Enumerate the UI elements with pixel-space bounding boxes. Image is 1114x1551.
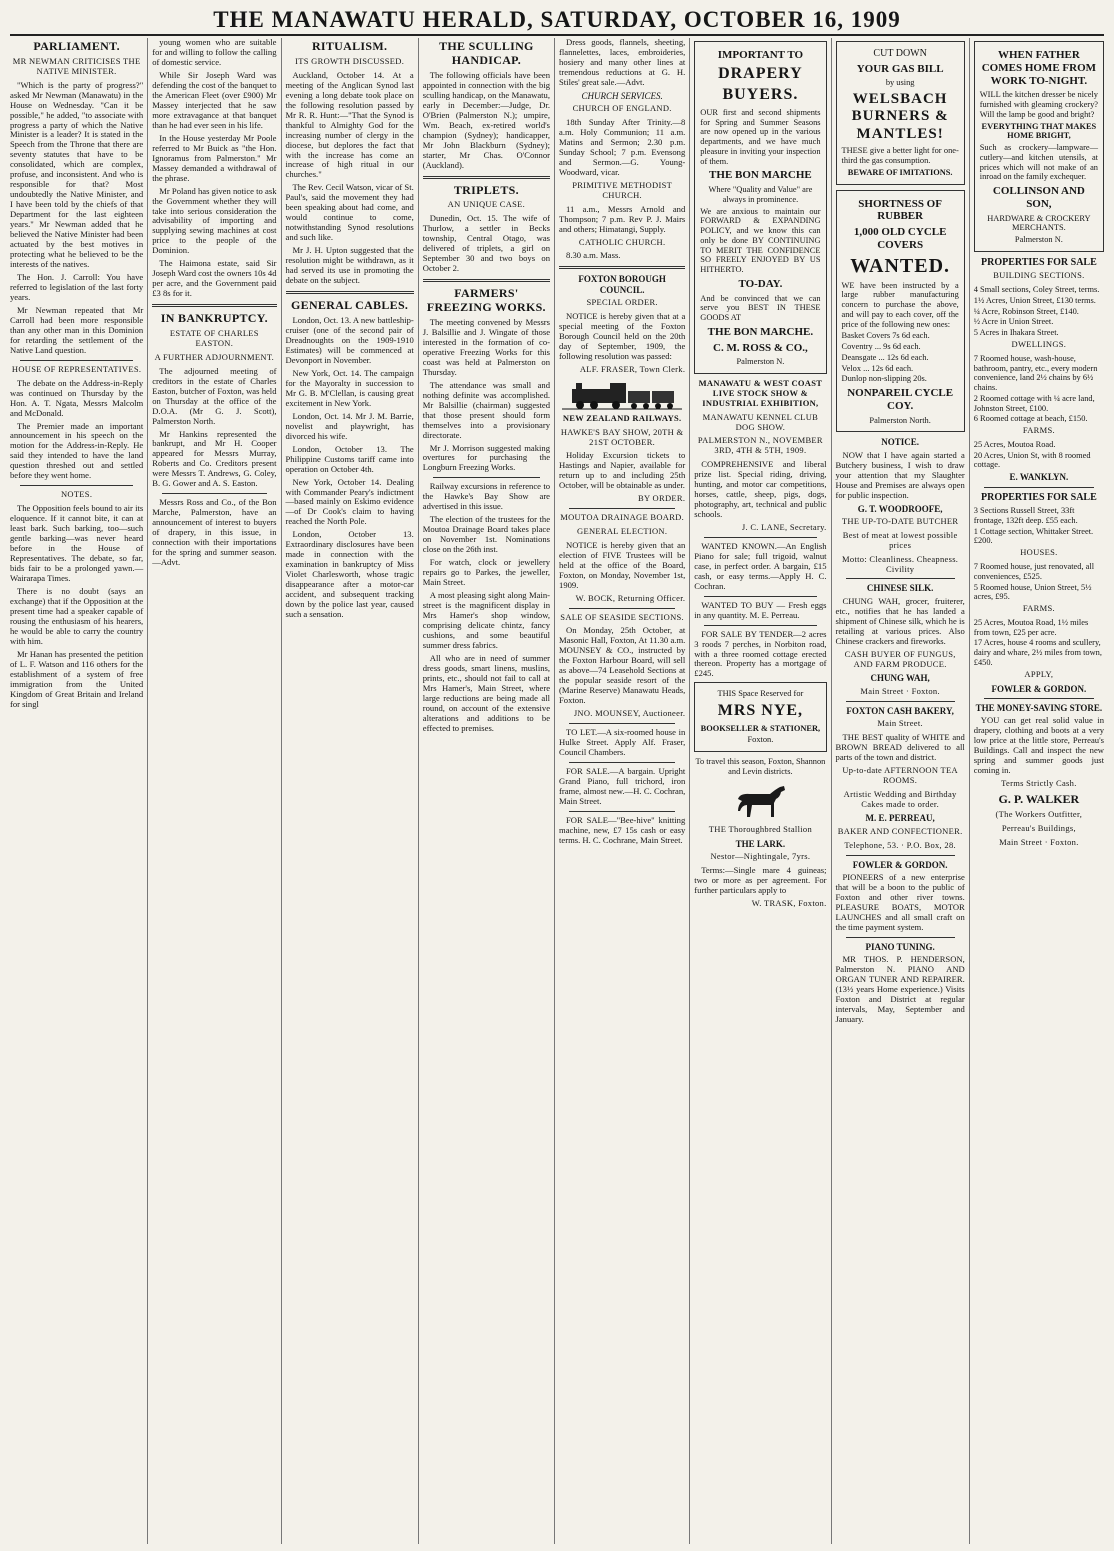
advert-body: We are anxious to maintain our FORWARD & EXPANDING POLICY, and we know this can only be done BY CONTINUING TO MERIT THE CONFIDENCE SO FREELY ENJOYED BY US HITHERTO. (700, 206, 821, 275)
notice-body: NOW that I have again started a Butchery business, I wish to draw your attention that my Slaughter House and Premises are always open for public inspection. (835, 449, 965, 500)
divider (984, 487, 1094, 488)
show-subtitle: MANAWATU KENNEL CLUB DOG SHOW. (702, 411, 819, 432)
notice-body: YOU can get real solid value in drapery, clothing and boots at a very low price at the little store, Perreau's Buildings. Call and inspect the new spring and summer goods just coming in. (973, 715, 1104, 776)
fowler-title: FOWLER & GORDON. (852, 859, 948, 870)
article-paragraph: In the House yesterday Mr Poole referred to Mr Buick as "the Hon. Ignoramus from Palmerston." Mr Massey demanded a withdrawal of the phrase. (152, 132, 277, 183)
advert-body: Such as crockery—lampware—cutlery—and kitchen utensils, at prices which will not make of an inroad on the family exchequer. (979, 143, 1098, 182)
advert-body: WE have been instructed by a large rubber manufacturing concern to purchase the above, and will pay to each cover, off the price of the following new ones: (841, 280, 959, 329)
headline-sculling: THE SCULLING HANDICAP. (439, 39, 534, 67)
price-list (842, 331, 959, 384)
list-item: 20 Acres, Union St, with 8 roomed cottage. (973, 450, 1091, 470)
train-icon (562, 379, 682, 411)
article-paragraph: A most pleasing sight along Main-street is the magnificent display in Mrs Hamer's shop window, comprising delicate chintz, fancy cushions, and some beautiful summer dress fabrics. (422, 590, 551, 650)
notice-body: On Monday, 25th October, at Masonic Hall, Foxton, At 11.30 a.m. MOUNSEY & CO., instructed by the Foxton Harbour Board, will sell as above—74 Leasehold Sections at the popular seaside resort of the (Marine Reserve) Manawatu Heads, Foxton. (559, 625, 686, 706)
masthead-rule (10, 34, 1104, 36)
advert-heading: BUYERS. (722, 86, 799, 104)
butcher-tagline: THE UP-TO-DATE BUTCHER (841, 516, 959, 527)
butcher-name: G. T. WOODROOFE, (857, 503, 943, 514)
chinese-silk-line: CASH BUYER OF FUNGUS, AND FARM PRODUCE. (844, 648, 956, 669)
list-item: 1 Cottage section, Whittaker Street. £200. (973, 526, 1094, 546)
advert-heading: WELSBACH BURNERS & MANTLES! (851, 91, 949, 142)
railways-subtitle: HAWKE'S BAY SHOW, 20TH & 21ST OCTOBER. (560, 426, 684, 447)
divider (846, 701, 955, 702)
list-item: 2 Roomed cottage with ¼ acre land, Johnston Street, £100. (973, 393, 1095, 413)
notice-signature: J. C. LANE, Secretary. (741, 521, 827, 532)
article-paragraph: Dunedin, Oct. 15. The wife of Thurlow, a settler in Becks township, Central Otago, was delivered of triplets, a girl on September 30 and two boys on October 2. (422, 213, 551, 274)
bakery-street: Main Street. (877, 718, 923, 729)
advert-heading: TO-DAY. (738, 277, 783, 290)
list-item: 1½ Acres, Union Street, £130 terms. (973, 295, 1096, 305)
advert-heading: THIS Space Reserved for (717, 689, 804, 699)
article-paragraph: The adjourned meeting of creditors in the estate of Charles Easton, butcher of Foxton, was held on Thursday at the office of the D.O.A. (Mr G. J. Scott), Palmerston North. (152, 365, 277, 426)
church-heading: CHURCH OF ENGLAND. (572, 103, 672, 114)
divider (423, 279, 550, 282)
article-paragraph: There is no doubt (says an exchange) that if the Opposition at the present time had a speaker capable of rousing the enthusiasm of his hearers, he would be able to carry the country with him. (10, 585, 144, 646)
column-5 (555, 38, 690, 1544)
article-paragraph: Mr J. H. Upton suggested that the resolution might be withdrawn, as it had served its use in promoting the debate on the subject. (285, 245, 414, 286)
advert-heading: CUT DOWN (873, 48, 927, 59)
article-paragraph: The election of the trustees for the Moutoa Drainage Board takes place on November 1st. Nominations close on the 26th inst. (422, 514, 551, 555)
article-paragraph: young women who are suitable for and willing to follow the calling of domestic service. (152, 38, 277, 67)
advert-location: Palmerston N. (736, 357, 785, 367)
divider (20, 485, 133, 486)
list-item: 5 Roomed house, Union Street, 5½ acres, £95. (973, 582, 1092, 602)
bakery-owner: M. E. PERREAU, (865, 813, 935, 824)
article-paragraph: The Rev. Cecil Watson, vicar of St. Paul's, said the movement they had been speaking about had come, and would continue to come, notwithstanding Synod resolutions and such like. (285, 182, 414, 243)
column-4 (419, 38, 555, 1544)
church-heading: PRIMITIVE METHODIST CHURCH. (572, 179, 673, 200)
advert-body: WILL the kitchen dresser be nicely furnished with gleaming crockery? Will the lamp be good and bright? (979, 90, 1098, 119)
drapery-advert (694, 41, 826, 374)
column-2 (148, 38, 281, 1544)
divider (846, 855, 955, 856)
divider (569, 608, 675, 609)
small-ad: WANTED KNOWN.—An English Piano for sale; full trigoid, walnut case, in perfect order. A bargain, £15 cash, or easy terms.—Apply H. C. Cochran. (694, 540, 827, 591)
advert-heading: NONPAREIL CYCLE COY. (847, 387, 954, 412)
notice-body: THE BEST quality of WHITE and BROWN BREAD delivered to all parts of the town and district. (835, 732, 965, 762)
column-6 (690, 38, 831, 1544)
article-paragraph: Messrs Ross and Co., of the Bon Marche, Palmerston, have an announcement of interest to buyers of drapery, in this issue, in connection with their importations for the spring and summer season.—Advt. (152, 497, 277, 568)
divider (569, 762, 675, 763)
properties-apply: APPLY, (1024, 668, 1054, 679)
list-item: Velox ... 12s 6d each. (841, 363, 914, 373)
council-subtitle: SPECIAL ORDER. (586, 297, 658, 308)
advert-location: Palmerston North. (869, 415, 931, 425)
properties-subtitle: HOUSES. (1020, 547, 1058, 558)
advert-heading: YOUR GAS BILL (856, 62, 944, 75)
article-paragraph: Mr J. Morrison suggested making overtures for purchasing the Longburn Freezing Works. (422, 442, 551, 473)
headline-bankruptcy: IN BANKRUPTCY. (160, 311, 268, 326)
notice-body: PIONEERS of a new enterprise that will be a boon to the public of Foxton and other river towns. PLEASURE BOATS, MOTOR LAUNCHES and all small craft on the time payment system. (835, 872, 965, 932)
small-ad: FOR SALE BY TENDER—2 acres 3 roods 7 perches, in Norbiton road, with a three roomed cottage erected thereon. Property has a mortgage of £245. (694, 628, 827, 679)
article-paragraph: Mr Newman repeated that Mr Carroll had been more responsible than any other man in this Dominion for retarding the settlement of the Native Land question. (10, 304, 144, 355)
article-paragraph: The Haimona estate, said Sir Joseph Ward cost the owners 10s 4d per acre, and the Government paid £3 8s for it. (152, 258, 277, 299)
properties-subtitle: DWELLINGS. (1011, 338, 1067, 349)
chinese-silk-address: Main Street · Foxton. (860, 685, 940, 696)
divider (423, 176, 550, 179)
church-heading: CATHOLIC CHURCH. (578, 236, 666, 247)
divider (984, 698, 1094, 699)
divider (433, 477, 540, 478)
article-paragraph: While Sir Joseph Ward was defending the cost of the banquet to the American Fleet (over £900) Mr Massey interjected that he saw more extravagance at that banquet than he had ever seen in his life. (152, 69, 277, 130)
drainage-title: MOUTOA DRAINAGE BOARD. (560, 512, 685, 523)
subheadline-newman: MR NEWMAN CRITICISES THE NATIVE MINISTER. (12, 55, 141, 76)
article-paragraph: 11 a.m., Messrs Arnold and Thompson; 7 p.m. Rev P. J. Mairs and others; Himatangi, Supply. (559, 203, 686, 234)
advert-heading: WHEN FATHER COMES HOME FROM WORK TO-NIGHT. (981, 49, 1097, 87)
properties-title: PROPERTIES FOR SALE (980, 256, 1097, 268)
mrs-nye-advert (694, 682, 826, 752)
advert-heading: MRS NYE, (717, 702, 804, 720)
article-paragraph: "Which is the party of progress?" asked Mr Newman (Manawatu) in the House on Wednesday. "Can it be possible," he added, "to associate with progress a party of which the Native Minister is a leader? It is stated in the Speech from the Throne that there are seventy statutes that have to be consolidated, which are complex, profuse, and inconsistent. And who is responsible for that? Most undoubtedly the Native Minister, and I have been told by the chiefs of that Department for the last eighteen years." Mr Newman added that he believed the Native Minister had been actuated by the best motives in protecting what he believed to be the interests of the natives. (10, 79, 144, 270)
advert-heading: C. M. ROSS & CO., (713, 341, 808, 354)
advert-heading: DRAPERY (718, 64, 803, 82)
article-paragraph: 18th Sunday After Trinity.—8 a.m. Holy Communion; 11 a.m. Matins and Sermon; 2.30 p.m. Sunday School; 7 p.m. Evensong and Sermon.—G. Young-Woodward, vicar. (559, 117, 686, 177)
advert-heading: BOOKSELLER & STATIONER, (700, 723, 821, 733)
drainage-subtitle: GENERAL ELECTION. (577, 526, 668, 537)
divider (569, 811, 675, 812)
stallion-intro: To travel this season, Foxton, Shannon and Levin districts. (695, 757, 826, 776)
subheadline-adjournment: A FURTHER ADJOURNMENT. (154, 351, 275, 362)
rubber-advert (836, 190, 965, 433)
article-paragraph: Auckland, October 14. At a meeting of the Anglican Synod last evening a long debate took place on the following resolution passed by Mr R. R. Hunt:—"That the Synod is thankful to Almighty God for the increasing number of clergy in the diocese, but deplores the fact that with the increase has come an increase of high ritual in our churches." (285, 69, 414, 180)
article-paragraph: New York, Oct. 14. The campaign for the Mayoralty in succession to Mr G. B. M'Clellan, is causing great excitement in New York. (285, 367, 414, 408)
list-item: 25 Acres, Moutoa Road, 1½ miles from town, £25 per acre. (973, 617, 1089, 637)
bakery-line: BAKER AND CONFECTIONER. (837, 825, 963, 836)
list-item: 7 Roomed house, wash-house, bathroom, pantry, etc., every modern convenience, land 2½ chains by 6½ chains. (973, 353, 1098, 393)
list-item: ¼ Acre, Robinson Street, £140. (973, 306, 1079, 316)
properties-agent: FOWLER & GORDON. (991, 683, 1087, 694)
masthead: THE MANAWATU HERALD, SATURDAY, OCTOBER 16, 1909 (213, 7, 901, 32)
divider (286, 291, 414, 294)
article-paragraph: Mr Poland has given notice to ask the Government whether they will take into serious consideration the advisability of importing and supplying sewing machines at cost price to the people of the Dominion. (152, 185, 277, 256)
horse-icon (730, 781, 790, 821)
advert-body: THESE give a better light for one-third the gas consumption. (841, 146, 959, 166)
article-paragraph: London, October 13. Extraordinary disclosures have been made in connection with the examination in bankruptcy of Miss Violet Charlesworth, whose tragic disappearance after a motor-car accident, and subsequent tracking down by the police last year, caused such a sensation. (285, 529, 414, 620)
property-list (974, 506, 1104, 546)
list-item: ½ Acre in Union Street. (973, 317, 1054, 327)
advert-heading: EVERYTHING THAT MAKES HOME BRIGHT, (981, 121, 1097, 141)
properties-subtitle: FARMS. (1022, 425, 1055, 436)
headline-triplets: TRIPLETS. (453, 182, 519, 197)
property-list (974, 285, 1104, 338)
divider (162, 493, 266, 494)
property-list (974, 354, 1104, 424)
advert-heading: WANTED. (850, 254, 951, 277)
properties-agent: E. WANKLYN. (1009, 472, 1069, 483)
by-order: BY ORDER. (638, 493, 686, 504)
column-1 (6, 38, 148, 1544)
council-title: FOXTON BOROUGH COUNCIL. (578, 274, 666, 295)
headline-church-services: CHURCH SERVICES. (581, 90, 663, 101)
notice-body: Terms:—Single mare 4 guineas; two or more as per agreement. For further particulars apply to (694, 864, 827, 895)
properties-subtitle: BUILDING SECTIONS. (993, 270, 1085, 281)
article-paragraph: Railway excursions in reference to the Hawke's Bay Show are advertised in this issue. (422, 481, 551, 512)
advert-location: Palmerston N. (1014, 235, 1063, 244)
article-paragraph: The debate on the Address-in-Reply was continued on Thursday by the Hon. A. T. Ngata, Messrs Malcolm and McDonald. (10, 377, 144, 418)
list-item: 17 Acres, house 4 rooms and scullery, dairy and whare, 2½ miles from town, £450. (973, 638, 1102, 667)
advert-heading: 1,000 OLD CYCLE COVERS (853, 226, 947, 251)
article-paragraph: London, Oct. 14. Mr J. M. Barrie, novelist and playwright, has divorced his wife. (285, 410, 414, 441)
divider (20, 360, 133, 361)
property-list (974, 618, 1104, 668)
money-saving-line: Terms Strictly Cash. (1001, 778, 1077, 789)
bakery-title: FOXTON CASH BAKERY, (846, 705, 954, 716)
article-paragraph: Mr Hanan has presented the petition of L. F. Watson and 116 others for the establishment of a system of free immigration from the United Kingdom of Great Britain and Ireland for singl (10, 648, 144, 709)
list-item: Deansgate ... 12s 6d each. (841, 352, 929, 362)
bakery-line: Telephone, 53. · P.O. Box, 28. (844, 839, 956, 850)
property-list (974, 562, 1104, 602)
railways-title: NEW ZEALAND RAILWAYS. (562, 412, 682, 423)
divider (559, 266, 685, 269)
article-paragraph: Mr Hankins represented the bankrupt, and Mr H. Cooper appeared for Messrs Murray, Roberts and Co. Creditors present were Messrs T. Andrews, G. Coley, B. G. Gower and A. S. Easton. (152, 428, 277, 489)
list-item: 6 Roomed cottage at beach, £150. (973, 414, 1088, 424)
small-ad: FOR SALE—"Bee-hive" knitting machine, new, £7 15s cash or easy terms. H. C. Cochrane, Main Street. (559, 814, 686, 845)
list-item: 5 Acres in Ihakara Street. (973, 328, 1059, 338)
article-paragraph: The Hon. J. Carroll: You have referred to legislation of the last forty years. (10, 272, 144, 302)
article-paragraph: London, October 13. The Philippine Customs tariff came into operation on October 4th. (285, 443, 414, 474)
divider (152, 304, 276, 307)
butcher-motto: Motto: Cleanliness. Cheapness. Civility (842, 553, 959, 574)
article-paragraph: All who are in need of summer dress goods, smart linens, muslins, prints, etc., should not fail to call at Mrs Hamer's, Main Street, where large reductions are being made all round, on account of the extensive alterations and additions to be effected to premises. (422, 652, 551, 733)
article-paragraph: The Premier made an important announcement in his speech on the motion for the Address-in-Reply. He said they intended to have the land question threshed out and settled before they went home. (10, 420, 144, 481)
advert-body: OUR first and second shipments for Spring and Summer Seasons are now opened up in the various departments, and we have much pleasure in inviting your inspection of them. (700, 107, 821, 166)
divider (569, 508, 675, 509)
show-dates: PALMERSTON N., NOVEMBER 3RD, 4TH & 5TH, 1909. (697, 435, 823, 456)
advert-heading: THE BON MARCHE. (707, 325, 814, 338)
headline-general-cables: GENERAL CABLES. (291, 298, 409, 313)
advert-heading: by using (885, 78, 915, 88)
divider (846, 937, 955, 938)
article-paragraph: The attendance was small and nothing definite was accomplished. Mr Balsillie (chairman) suggested that those present should form themselves into a provisionary directorate. (422, 379, 551, 440)
list-item: 25 Acres, Moutoa Road. (973, 439, 1056, 449)
list-item: Coventry ... 9s 6d each. (841, 342, 921, 352)
butcher-prices: Best of meat at lowest possible prices (842, 530, 958, 550)
advert-location: Foxton. (747, 735, 774, 745)
properties-subtitle: FARMS. (1022, 603, 1055, 614)
subheadline-growth: ITS GROWTH DISCUSSED. (295, 55, 405, 66)
divider (704, 625, 816, 626)
stallion-heading: THE Thoroughbred Stallion (708, 823, 812, 834)
notice-signature: W. TRASK, Foxton. (751, 897, 827, 908)
column-3 (282, 38, 419, 1544)
small-ad: FOR SALE.—A bargain. Upright Grand Piano, full trichord, iron frame, almost new.—H. C. Cochran, Main Street. (559, 765, 686, 806)
subheadline-unique-case: AN UNIQUE CASE. (447, 199, 526, 210)
article-paragraph: The Opposition feels bound to air its eloquence. If it cannot bite, it can at least bark. Such barking, too—such gentle barking—was never heard before in the House of Representatives. The debate, so far, bids fair to be a prolonged yawn.—Wairarapa Times. (10, 503, 144, 583)
subheadline-notes: NOTES. (60, 489, 93, 500)
small-ad: WANTED TO BUY — Fresh eggs in any quantity. M. E. Perreau. (694, 599, 827, 620)
divider (704, 537, 816, 538)
notice-body: NOTICE is hereby given that an election of FIVE Trustees will be held at the office of the Board, Foxton, on Monday, November 1st, 1909. (559, 539, 686, 590)
notice-title: NOTICE. (881, 437, 920, 448)
divider (704, 596, 816, 597)
advert-tagline: HARDWARE & CROCKERY MERCHANTS. (987, 213, 1091, 233)
notice-body: COMPREHENSIVE and liberal prize list. Special riding, driving, hunting, and motor car competitions, horses, cattle, sheep, pigs, dogs, photography, art, technical and public schools. (694, 459, 827, 519)
notice-body: MR THOS. P. HENDERSON, Palmerston N. PIANO AND ORGAN TUNER AND REPAIRER. (13½ years Home experience.) Visits Foxton and District at regular intervals, May, September and January. (835, 954, 965, 1025)
show-title: MANAWATU & WEST COAST LIVE STOCK SHOW & INDUSTRIAL EXHIBITION, (698, 378, 823, 408)
properties-title: PROPERTIES FOR SALE (980, 491, 1097, 503)
property-list (974, 440, 1104, 470)
advert-body: And be convinced that we can serve you BEST IN THESE GOODS AT (700, 293, 821, 323)
article-paragraph: New York, October 14. Dealing with Commander Peary's indictment—based mainly on Eskimo evidence—of Dr Cook's claim to having reached the North Pole. (285, 476, 414, 527)
divider (846, 578, 955, 579)
notice-body: NOTICE is hereby given that at a special meeting of the Foxton Borough Council held on the 20th day of September, 1909, the following resolution was passed: (559, 311, 686, 362)
article-paragraph: 8.30 a.m. Mass. (566, 250, 621, 261)
money-saving-line: Main Street · Foxton. (999, 836, 1079, 847)
column-8 (970, 38, 1108, 1544)
article-paragraph: London, Oct. 13. A new battleship-cruiser (one of the second pair of Dreadnoughts on the 1909-1910 Estimates) will be commenced at Devonport in November. (285, 315, 414, 365)
notice-body: CHUNG WAH, grocer, fruiterer, etc., notifies that he has landed a shipment of Chinese silk, which he is retailing at various prices. Also Chinese crackers and fireworks. (835, 595, 965, 646)
advert-heading: SHORTNESS OF RUBBER (858, 197, 942, 223)
article-paragraph: The meeting convened by Messrs J. Balsillie and J. Wingate of those interested in the formation of co-operative Freezing Works for this coast was held at Palmerston on Thursday. (422, 316, 551, 377)
small-ad: TO LET.—A six-roomed house in Hulke Street. Apply Alf. Fraser, Council Chambers. (559, 727, 686, 757)
article-paragraph: Dress goods, flannels, sheeting, flannelettes, laces, embroideries, hosiery and many other lines at tremendous reductions at G. H. Stiles' great sale.—Advt. (559, 38, 686, 87)
list-item: 7 Roomed house, just renovated, all conveniences, £525. (973, 562, 1095, 581)
money-saving-line: (The Workers Outfitter, (995, 808, 1083, 819)
bakery-line: Artistic Wedding and Birthday Cakes made to order. (843, 788, 957, 809)
subheadline-house: HOUSE OF REPRESENTATIVES. (11, 363, 142, 374)
seaside-title: SALE OF SEASIDE SECTIONS. (560, 611, 684, 622)
notice-signature: ALF. FRASER, Town Clerk. (579, 363, 686, 374)
divider (569, 723, 675, 724)
piano-title: PIANO TUNING. (865, 941, 935, 952)
collinson-advert (974, 41, 1104, 252)
money-saving-line: Perreau's Buildings, (1001, 822, 1076, 833)
money-saving-title: THE MONEY-SAVING STORE. (975, 702, 1103, 713)
advert-heading: COLLINSON AND SON, (992, 185, 1085, 210)
headline-ritualism: RITUALISM. (311, 39, 388, 53)
advert-tagline: Where "Quality and Value" are always in prominence. (708, 185, 813, 204)
list-item: 4 Small sections, Coley Street, terms. (973, 285, 1100, 295)
list-item: 3 Sections Russell Street, 33ft frontage, 132ft deep. £55 each. (973, 506, 1078, 525)
columns (6, 38, 1108, 1544)
welsbach-advert (836, 41, 965, 185)
advert-heading: IMPORTANT TO (717, 49, 804, 61)
stallion-name: THE LARK. (735, 838, 786, 849)
list-item: Dunlop non-slipping 20s. (841, 374, 927, 384)
money-saving-owner: G. P. WALKER (998, 792, 1080, 807)
advert-heading: BEWARE OF IMITATIONS. (847, 167, 953, 177)
bakery-line: Up-to-date AFTERNOON TEA ROOMS. (842, 764, 958, 785)
article-paragraph: For watch, clock or jewellery repairs go to Parkes, the jeweller, Main Street. (422, 557, 551, 588)
stallion-pedigree: Nestor—Nightingale, 7yrs. (710, 851, 811, 861)
column-7 (832, 38, 970, 1544)
chinese-silk-title: CHINESE SILK. (866, 583, 934, 594)
headline-parliament: PARLIAMENT. (33, 39, 120, 53)
article-paragraph: The following officials have been appointed in connection with the big sculling handicap, on the Manawatu, early in December:—Judge, Dr. O'Brien (Palmerston N.); umpire, Wm. Beach, ex-retired world's champion (Sydney); handicapper, Mr John Blackburn (Sydney); starter, Mr Chas. O'Connor (Auckland). (422, 69, 551, 170)
notice-body: Holiday Excursion tickets to Hastings and Napier, available for return up to and including 25th October, will be obtainable as under. (559, 450, 686, 491)
notice-signature: JNO. MOUNSEY, Auctioneer. (573, 708, 686, 719)
chinese-silk-name: CHUNG WAH, (870, 673, 930, 684)
list-item: Basket Covers 7s 6d each. (841, 331, 930, 341)
advert-heading: THE BON MARCHE (709, 169, 812, 182)
notice-signature: W. BOCK, Returning Officer. (575, 592, 686, 603)
subheadline-easton: ESTATE OF CHARLES EASTON. (169, 328, 259, 348)
headline-freezing-works: FARMERS' FREEZING WORKS. (426, 286, 546, 314)
